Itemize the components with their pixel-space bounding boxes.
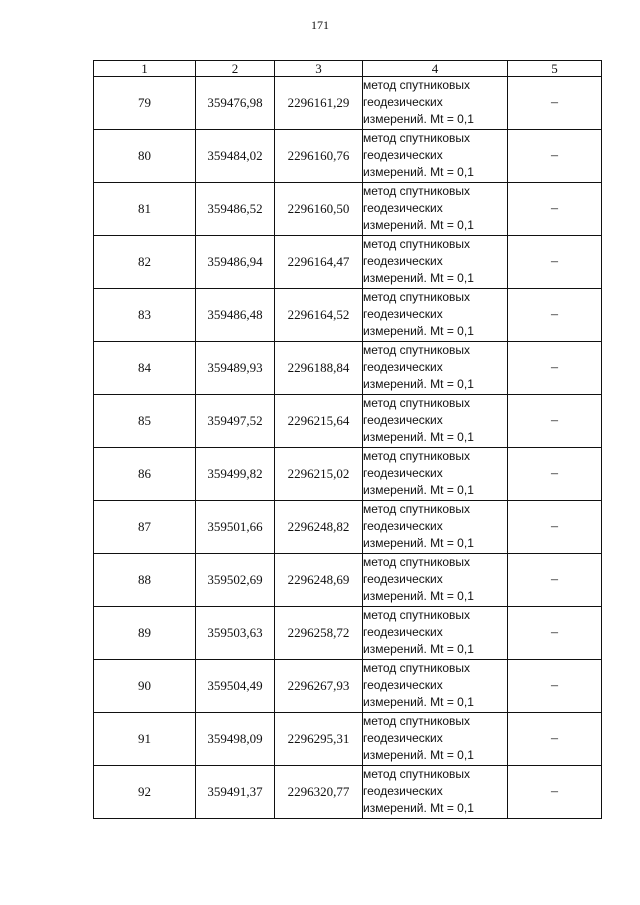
method-line: измерений. Mt = 0,1 <box>363 642 474 656</box>
table-row <box>94 607 602 660</box>
method-line: измерений. Mt = 0,1 <box>363 377 474 391</box>
method-cell <box>363 77 508 130</box>
y-coordinate-cell: 2296164,47 <box>275 236 363 289</box>
header-col-4: 4 <box>363 61 508 77</box>
x-coordinate-cell: 359476,98 <box>196 77 275 130</box>
table-row <box>94 236 602 289</box>
note-cell: – <box>508 501 602 554</box>
note-cell: – <box>508 660 602 713</box>
note-cell: – <box>508 766 602 819</box>
method-cell <box>363 289 508 342</box>
table-row <box>94 554 602 607</box>
point-number-cell: 87 <box>94 501 196 554</box>
x-coordinate-cell: 359486,52 <box>196 183 275 236</box>
method-line: геодезических <box>363 148 443 162</box>
y-coordinate-cell: 2296248,69 <box>275 554 363 607</box>
y-coordinate-cell: 2296248,82 <box>275 501 363 554</box>
point-number-cell: 82 <box>94 236 196 289</box>
method-line: измерений. Mt = 0,1 <box>363 695 474 709</box>
method-line: метод спутниковых <box>363 131 471 145</box>
method-line: измерений. Mt = 0,1 <box>363 324 474 338</box>
x-coordinate-cell: 359491,37 <box>196 766 275 819</box>
x-coordinate-cell: 359486,94 <box>196 236 275 289</box>
point-number-cell: 81 <box>94 183 196 236</box>
note-cell: – <box>508 713 602 766</box>
note-cell: – <box>508 77 602 130</box>
method-cell <box>363 448 508 501</box>
header-col-1: 1 <box>94 61 196 77</box>
note-cell: – <box>508 554 602 607</box>
method-cell <box>363 554 508 607</box>
method-line: измерений. Mt = 0,1 <box>363 430 474 444</box>
method-cell <box>363 660 508 713</box>
table-row <box>94 501 602 554</box>
point-number-cell: 84 <box>94 342 196 395</box>
point-number-cell: 79 <box>94 77 196 130</box>
note-cell: – <box>508 342 602 395</box>
method-line: метод спутниковых <box>363 78 471 92</box>
point-number-cell: 91 <box>94 713 196 766</box>
note-cell: – <box>508 236 602 289</box>
point-number-cell: 92 <box>94 766 196 819</box>
method-line: метод спутниковых <box>363 661 471 675</box>
method-line: геодезических <box>363 254 443 268</box>
note-cell: – <box>508 130 602 183</box>
method-cell <box>363 395 508 448</box>
method-line: геодезических <box>363 678 443 692</box>
method-line: геодезических <box>363 625 443 639</box>
method-line: метод спутниковых <box>363 449 471 463</box>
x-coordinate-cell: 359486,48 <box>196 289 275 342</box>
coordinates-table <box>93 60 602 819</box>
method-line: измерений. Mt = 0,1 <box>363 218 474 232</box>
x-coordinate-cell: 359499,82 <box>196 448 275 501</box>
y-coordinate-cell: 2296215,64 <box>275 395 363 448</box>
method-line: метод спутниковых <box>363 184 471 198</box>
method-line: измерений. Mt = 0,1 <box>363 165 474 179</box>
method-line: метод спутниковых <box>363 555 471 569</box>
x-coordinate-cell: 359504,49 <box>196 660 275 713</box>
y-coordinate-cell: 2296267,93 <box>275 660 363 713</box>
note-cell: – <box>508 448 602 501</box>
note-cell: – <box>508 183 602 236</box>
point-number-cell: 86 <box>94 448 196 501</box>
header-col-2: 2 <box>196 61 275 77</box>
method-line: метод спутниковых <box>363 396 471 410</box>
table-row <box>94 766 602 819</box>
table-row <box>94 660 602 713</box>
method-line: измерений. Mt = 0,1 <box>363 271 474 285</box>
point-number-cell: 90 <box>94 660 196 713</box>
y-coordinate-cell: 2296160,50 <box>275 183 363 236</box>
method-line: геодезических <box>363 95 443 109</box>
x-coordinate-cell: 359503,63 <box>196 607 275 660</box>
point-number-cell: 85 <box>94 395 196 448</box>
method-line: измерений. Mt = 0,1 <box>363 748 474 762</box>
method-cell <box>363 236 508 289</box>
x-coordinate-cell: 359502,69 <box>196 554 275 607</box>
note-cell: – <box>508 395 602 448</box>
table-row <box>94 77 602 130</box>
y-coordinate-cell: 2296160,76 <box>275 130 363 183</box>
header-row <box>94 61 602 77</box>
note-cell: – <box>508 607 602 660</box>
method-line: метод спутниковых <box>363 343 471 357</box>
table-row <box>94 289 602 342</box>
y-coordinate-cell: 2296188,84 <box>275 342 363 395</box>
method-line: геодезических <box>363 784 443 798</box>
method-cell <box>363 713 508 766</box>
method-line: измерений. Mt = 0,1 <box>363 112 474 126</box>
y-coordinate-cell: 2296258,72 <box>275 607 363 660</box>
method-cell <box>363 342 508 395</box>
method-line: измерений. Mt = 0,1 <box>363 801 474 815</box>
method-cell <box>363 501 508 554</box>
point-number-cell: 88 <box>94 554 196 607</box>
header-col-3: 3 <box>275 61 363 77</box>
method-line: измерений. Mt = 0,1 <box>363 536 474 550</box>
y-coordinate-cell: 2296161,29 <box>275 77 363 130</box>
x-coordinate-cell: 359489,93 <box>196 342 275 395</box>
method-line: геодезических <box>363 519 443 533</box>
point-number-cell: 80 <box>94 130 196 183</box>
method-line: метод спутниковых <box>363 237 471 251</box>
method-line: метод спутниковых <box>363 290 471 304</box>
method-line: метод спутниковых <box>363 767 471 781</box>
point-number-cell: 83 <box>94 289 196 342</box>
method-cell <box>363 183 508 236</box>
y-coordinate-cell: 2296320,77 <box>275 766 363 819</box>
table-row <box>94 342 602 395</box>
y-coordinate-cell: 2296215,02 <box>275 448 363 501</box>
method-line: метод спутниковых <box>363 502 471 516</box>
method-line: геодезических <box>363 413 443 427</box>
x-coordinate-cell: 359497,52 <box>196 395 275 448</box>
table-row <box>94 395 602 448</box>
method-line: метод спутниковых <box>363 714 471 728</box>
method-line: геодезических <box>363 466 443 480</box>
method-cell <box>363 766 508 819</box>
method-cell <box>363 607 508 660</box>
note-cell: – <box>508 289 602 342</box>
page-number: 171 <box>311 18 329 32</box>
x-coordinate-cell: 359484,02 <box>196 130 275 183</box>
y-coordinate-cell: 2296164,52 <box>275 289 363 342</box>
x-coordinate-cell: 359501,66 <box>196 501 275 554</box>
method-line: геодезических <box>363 201 443 215</box>
method-line: геодезических <box>363 307 443 321</box>
y-coordinate-cell: 2296295,31 <box>275 713 363 766</box>
method-cell <box>363 130 508 183</box>
point-number-cell: 89 <box>94 607 196 660</box>
method-line: геодезических <box>363 360 443 374</box>
method-line: измерений. Mt = 0,1 <box>363 589 474 603</box>
method-line: измерений. Mt = 0,1 <box>363 483 474 497</box>
table-row <box>94 183 602 236</box>
method-line: метод спутниковых <box>363 608 471 622</box>
method-line: геодезических <box>363 572 443 586</box>
header-col-5: 5 <box>508 61 602 77</box>
table-row <box>94 713 602 766</box>
method-line: геодезических <box>363 731 443 745</box>
table-row <box>94 448 602 501</box>
x-coordinate-cell: 359498,09 <box>196 713 275 766</box>
table-row <box>94 130 602 183</box>
